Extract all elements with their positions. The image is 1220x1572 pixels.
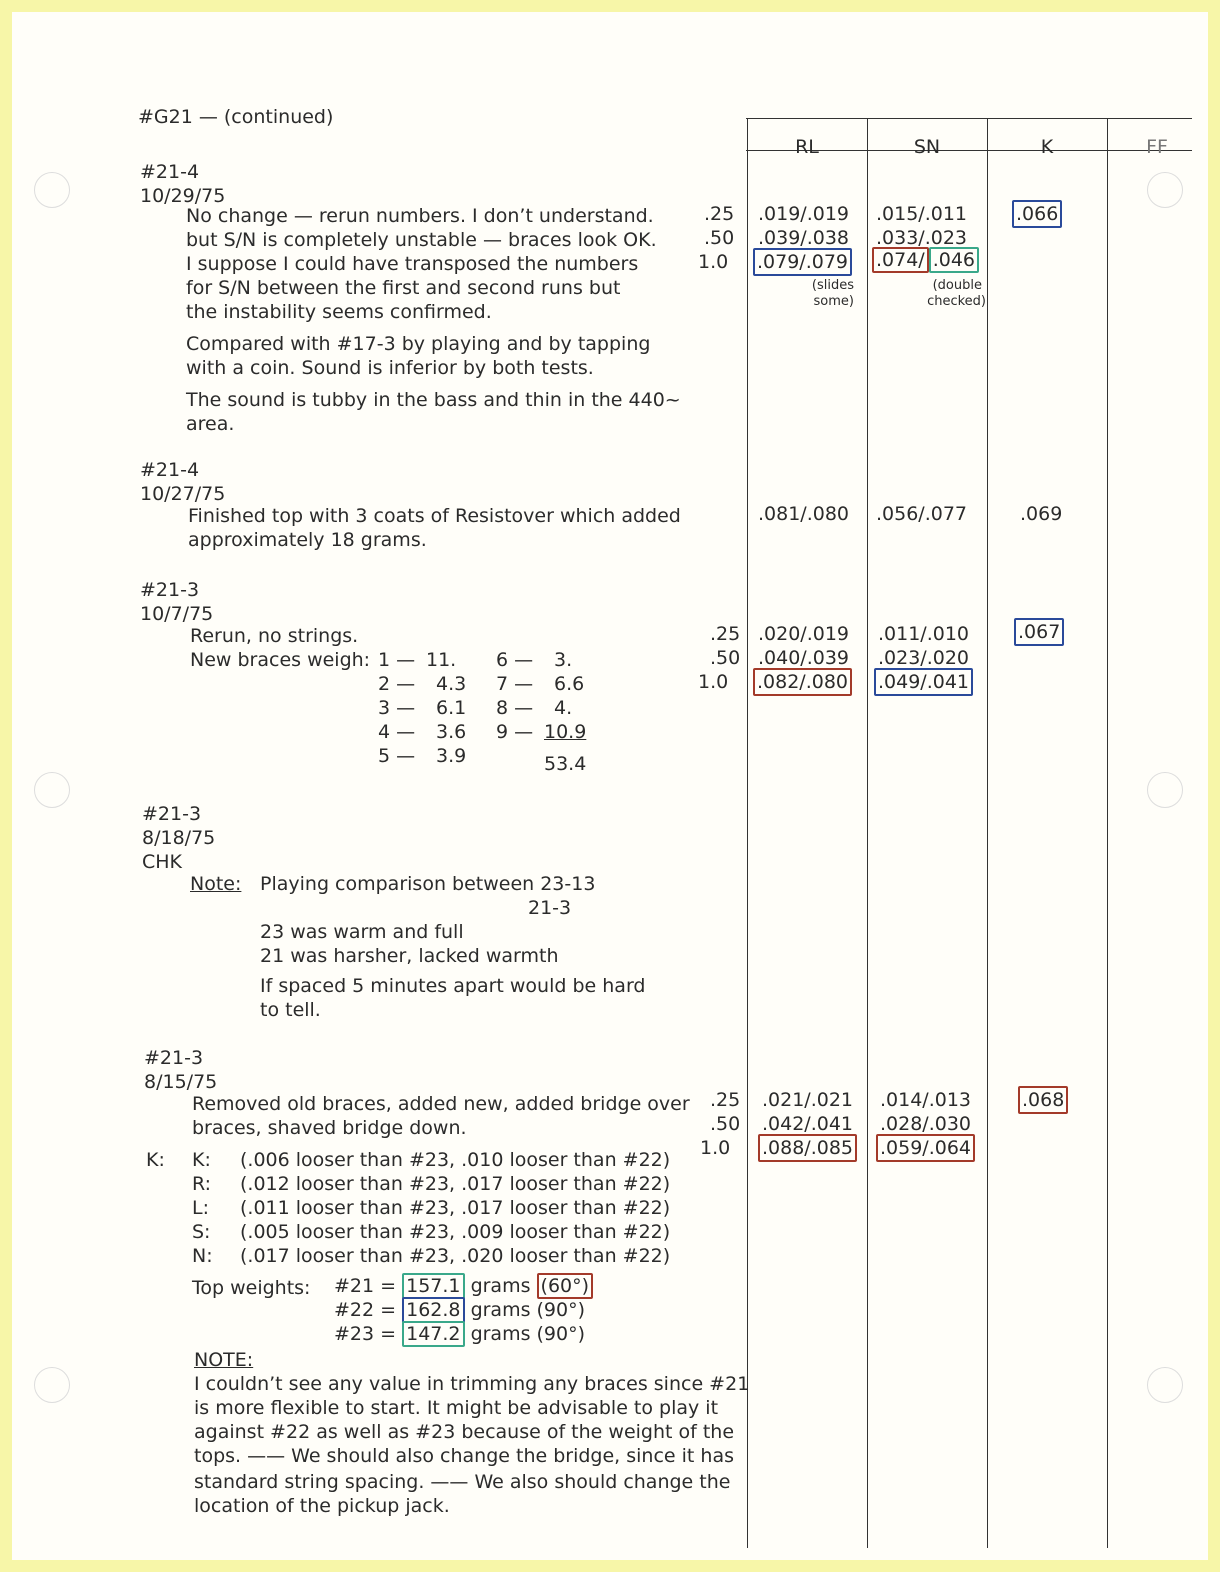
- column-divider: [867, 118, 868, 1548]
- brace-number: 8 —: [496, 697, 534, 719]
- brace-weight: 3.6: [436, 721, 467, 743]
- k-value-boxed: .066: [1012, 200, 1062, 228]
- entry-text-line: 21-3: [528, 897, 572, 919]
- top-weight-id: #23 =: [334, 1323, 397, 1345]
- entry-text-line: Removed old braces, added new, added bridge over: [192, 1093, 690, 1115]
- load-value: .50: [710, 647, 741, 669]
- brace-number: 7 —: [496, 673, 534, 695]
- entry-text-line: Compared with #17-3 by playing and by tapping: [186, 333, 651, 355]
- entry-text-line: for S/N between the first and second runs but: [186, 277, 621, 299]
- k-value-boxed: .068: [1018, 1086, 1068, 1114]
- table-top-rule: [746, 118, 1192, 119]
- sn-value-part: .074/: [872, 247, 929, 273]
- k-row-label: N:: [192, 1245, 213, 1267]
- entry-text-line: I suppose I could have transposed the numbers: [186, 253, 639, 275]
- load-value: 1.0: [700, 1137, 731, 1159]
- entry-text-line: The sound is tubby in the bass and thin in the 440~: [186, 389, 681, 411]
- brace-number: 6 —: [496, 649, 534, 671]
- brace-weight: 3.9: [436, 745, 467, 767]
- brace-weight: 4.: [554, 697, 573, 719]
- brace-weight: 10.9: [544, 721, 587, 743]
- top-weight-id: #22 =: [334, 1299, 397, 1321]
- rl-value: .039/.038: [758, 227, 850, 249]
- rl-note: (slides: [811, 278, 854, 293]
- sn-value-boxed: .049/.041: [874, 668, 973, 696]
- braces-label: New braces weigh:: [190, 649, 371, 671]
- load-value: .50: [704, 227, 735, 249]
- note-line: against #22 as well as #23 because of the weight of the: [194, 1421, 735, 1443]
- top-weight-unit: grams (90°): [470, 1299, 586, 1321]
- entry-text-line: 21 was harsher, lacked warmth: [260, 945, 559, 967]
- entry-date: 8/15/75: [144, 1071, 218, 1093]
- note-line: standard string spacing. —— We also should change the: [194, 1471, 731, 1493]
- k-row-label: K:: [192, 1149, 211, 1171]
- note-line: is more flexible to start. It might be advisable to play it: [194, 1397, 719, 1419]
- entry-text-line: with a coin. Sound is inferior by both tests.: [186, 357, 594, 379]
- entry-text-line: braces, shaved bridge down.: [192, 1117, 467, 1139]
- brace-total: 53.4: [544, 753, 587, 775]
- brace-weight: 3.: [554, 649, 573, 671]
- k-row-text: (.011 looser than #23, .017 looser than #22): [240, 1197, 671, 1219]
- k-row-text: (.017 looser than #23, .020 looser than #22): [240, 1245, 671, 1267]
- page-title: #G21 — (continued): [138, 106, 334, 128]
- rl-value-boxed: .082/.080: [753, 668, 852, 696]
- entry-text-line: Rerun, no strings.: [190, 625, 359, 647]
- rl-value: .040/.039: [758, 647, 850, 669]
- sn-value: .028/.030: [880, 1113, 972, 1135]
- punch-hole: [34, 1367, 70, 1403]
- rl-value: .042/.041: [762, 1113, 854, 1135]
- brace-weight: 6.6: [554, 673, 585, 695]
- top-weight-row: [334, 1298, 585, 1322]
- entry-text-line: approximately 18 grams.: [188, 529, 427, 551]
- entry-text-line: If spaced 5 minutes apart would be hard: [260, 975, 646, 997]
- punch-hole: [34, 772, 70, 808]
- sn-value: .056/.077: [876, 503, 968, 525]
- entry-id: #21-4: [140, 161, 200, 183]
- brace-weight: 4.3: [436, 673, 467, 695]
- entry-id: #21-3: [140, 579, 200, 601]
- punch-hole: [1147, 1367, 1183, 1403]
- column-header-k: K: [1040, 136, 1054, 158]
- k-value-boxed: .067: [1014, 618, 1064, 646]
- entry-id: #21-4: [140, 459, 200, 481]
- entry-date: 10/7/75: [140, 603, 214, 625]
- sn-value: .033/.023: [876, 227, 968, 249]
- sn-value: .023/.020: [878, 647, 970, 669]
- top-weight-value: 162.8: [402, 1297, 464, 1323]
- rl-value-boxed: .088/.085: [758, 1134, 857, 1162]
- top-weight-row: [334, 1274, 593, 1298]
- sn-value-part: .046: [929, 247, 979, 273]
- punch-hole: [34, 172, 70, 208]
- entry-text-line: No change — rerun numbers. I don’t understand.: [186, 205, 654, 227]
- column-header-rl: RL: [795, 136, 819, 158]
- entry-initials: CHK: [142, 851, 183, 873]
- entry-text-line: to tell.: [260, 999, 321, 1021]
- brace-number: 1 —: [378, 649, 416, 671]
- entry-text-line: but S/N is completely unstable — braces look OK.: [186, 229, 657, 251]
- sn-value-boxed: .059/.064: [876, 1134, 975, 1162]
- brace-number: 4 —: [378, 721, 416, 743]
- top-weight-id: #21 =: [334, 1275, 397, 1297]
- top-weight-unit: grams (90°): [470, 1323, 586, 1345]
- entry-text-line: area.: [186, 413, 235, 435]
- k-row-label: L:: [192, 1197, 209, 1219]
- load-value: .25: [710, 623, 741, 645]
- entry-date: 10/29/75: [140, 185, 226, 207]
- note-line: location of the pickup jack.: [194, 1495, 450, 1517]
- document-page: [12, 12, 1208, 1560]
- sn-value: .011/.010: [878, 623, 970, 645]
- sn-value: .015/.011: [876, 203, 968, 225]
- column-divider: [987, 118, 988, 1548]
- k-value: .069: [1020, 503, 1063, 525]
- note-label: NOTE:: [194, 1349, 254, 1371]
- column-divider: [747, 118, 748, 1548]
- top-weight-row: [334, 1322, 585, 1346]
- k-row-label: S:: [192, 1221, 211, 1243]
- rl-value: .020/.019: [758, 623, 850, 645]
- brace-number: 2 —: [378, 673, 416, 695]
- load-value: .25: [704, 203, 735, 225]
- top-weight-value: 147.2: [402, 1321, 464, 1347]
- rl-value: .081/.080: [758, 503, 850, 525]
- k-row-label: R:: [192, 1173, 212, 1195]
- rl-value: .021/.021: [762, 1089, 854, 1111]
- note-label: Note:: [190, 873, 242, 895]
- rl-value: .019/.019: [758, 203, 850, 225]
- entry-text-line: the instability seems confirmed.: [186, 301, 492, 323]
- entry-text-line: Finished top with 3 coats of Resistover which added: [188, 505, 681, 527]
- load-value: .50: [710, 1113, 741, 1135]
- top-weight-value: 157.1: [402, 1273, 464, 1299]
- top-weight-unit: grams: [470, 1275, 531, 1297]
- k-row-text: (.006 looser than #23, .010 looser than #22): [240, 1149, 671, 1171]
- k-row-text: (.012 looser than #23, .017 looser than #22): [240, 1173, 671, 1195]
- load-value: 1.0: [698, 671, 729, 693]
- entry-text-line: 23 was warm and full: [260, 921, 464, 943]
- rl-note: some): [813, 294, 854, 309]
- load-value: .25: [710, 1089, 741, 1111]
- rl-value-boxed: .079/.079: [753, 248, 852, 276]
- column-divider: [1107, 118, 1108, 1548]
- entry-date: 8/18/75: [142, 827, 216, 849]
- k-section-label: K:: [146, 1149, 165, 1171]
- punch-hole: [1147, 172, 1183, 208]
- entry-id: #21-3: [142, 803, 202, 825]
- note-line: I couldn’t see any value in trimming any braces since #21: [194, 1373, 750, 1395]
- entry-date: 10/27/75: [140, 483, 226, 505]
- brace-number: 3 —: [378, 697, 416, 719]
- sn-value: .014/.013: [880, 1089, 972, 1111]
- top-weights-label: Top weights:: [192, 1277, 311, 1299]
- entry-id: #21-3: [144, 1047, 204, 1069]
- brace-number: 9 —: [496, 721, 534, 743]
- sn-note: (double: [932, 278, 982, 293]
- k-row-text: (.005 looser than #23, .009 looser than #22): [240, 1221, 671, 1243]
- brace-number: 5 —: [378, 745, 416, 767]
- note-line: tops. —— We should also change the bridge, since it has: [194, 1445, 734, 1467]
- sn-value-boxed: [872, 248, 979, 272]
- sn-note: checked): [927, 294, 986, 309]
- top-weight-angle: (60°): [537, 1273, 594, 1299]
- entry-text-line: Playing comparison between 23-13: [260, 873, 596, 895]
- brace-weight: 6.1: [436, 697, 467, 719]
- brace-weight: 11.: [426, 649, 457, 671]
- column-header-ff: FF: [1146, 136, 1168, 158]
- column-header-sn: SN: [913, 136, 941, 158]
- load-value: 1.0: [698, 251, 729, 273]
- punch-hole: [1147, 772, 1183, 808]
